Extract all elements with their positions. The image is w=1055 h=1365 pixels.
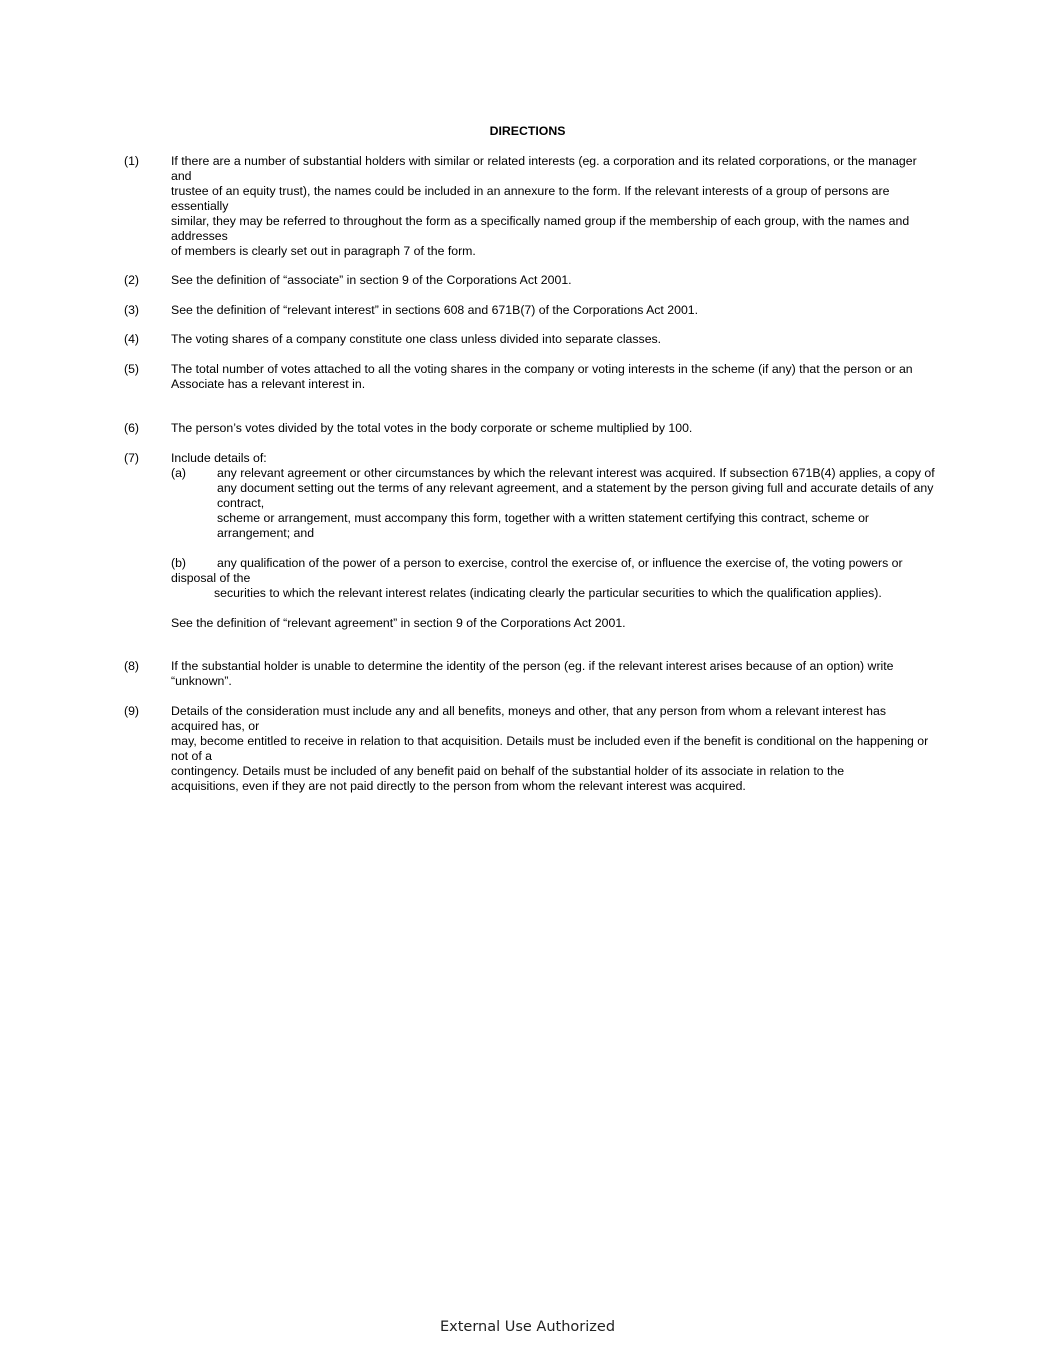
direction-item-7: [124, 451, 936, 631]
sub-item-text: any document setting out the terms of any relevant agreement, and a statement by the person giving full and accurate details of any contract,: [217, 481, 934, 510]
sub-item-text: any qualification of the power of a person to exercise, control the exercise of, or influence the exercise of, the voting powers or disposal of the: [171, 556, 903, 585]
item-text-line: similar, they may be referred to throughout the form as a specifically named group if the membership of each group, with the names and addresses: [171, 214, 910, 243]
item-text-line: acquisitions, even if they are not paid directly to the person from whom the relevant interest was acquired.: [171, 779, 746, 793]
direction-item-8: [124, 659, 936, 689]
sub-item-label: (a): [171, 466, 187, 480]
direction-item-3: [124, 303, 936, 318]
item-text-line: trustee of an equity trust), the names could be included in an annexure to the form. If the relevant interests of a group of persons are essentially: [171, 184, 890, 213]
item-text-line: of members is clearly set out in paragraph 7 of the form.: [171, 244, 476, 258]
sub-item-label: (b): [171, 556, 187, 570]
direction-item-4: [124, 332, 936, 347]
item-note: See the definition of “relevant agreement” in section 9 of the Corporations Act 2001.: [171, 616, 626, 630]
item-text-line: See the definition of “relevant interest” in sections 608 and 671B(7) of the Corporations Act 2001.: [171, 303, 699, 317]
sub-item-text: scheme or arrangement, must accompany this form, together with a written statement certifying this contract, scheme or arrangement; and: [217, 511, 870, 540]
item-number: (4): [124, 332, 140, 346]
item-text-line: Associate has a relevant interest in.: [171, 377, 366, 391]
sub-item-a: [171, 466, 936, 541]
item-text-line: may, become entitled to receive in relation to that acquisition. Details must be included even if the benefit is conditional on the happening or not of a: [171, 734, 929, 763]
item-text-line: If the substantial holder is unable to determine the identity of the person (eg. if the relevant interest arises because of an option) write “unknown”.: [171, 659, 894, 688]
direction-item-5: [124, 362, 936, 392]
item-number: (8): [124, 659, 140, 673]
direction-item-2: [124, 273, 936, 288]
item-number: (3): [124, 303, 140, 317]
item-intro: Include details of:: [171, 451, 267, 465]
item-text-line: If there are a number of substantial holders with similar or related interests (eg. a corporation and its related corporations, or the manager and: [171, 154, 917, 183]
direction-item-6: [124, 421, 936, 436]
sub-item-text: any relevant agreement or other circumstances by which the relevant interest was acquired. If subsection 671B(4) applies, a copy of: [217, 466, 935, 480]
footer-classification: External Use Authorized: [439, 1319, 616, 1335]
item-number: (9): [124, 704, 140, 718]
item-number: (2): [124, 273, 140, 287]
sub-item-text: securities to which the relevant interest relates (indicating clearly the particular securities to which the qualification applies).: [214, 586, 882, 600]
item-text-line: The total number of votes attached to all the voting shares in the company or voting interests in the scheme (if any) that the person or an: [171, 362, 913, 376]
item-text-line: See the definition of “associate” in section 9 of the Corporations Act 2001.: [171, 273, 572, 287]
item-number: (6): [124, 421, 140, 435]
page-title: DIRECTIONS: [489, 124, 566, 138]
item-text-line: The person’s votes divided by the total votes in the body corporate or scheme multiplied by 100.: [171, 421, 693, 435]
item-number: (5): [124, 362, 140, 376]
item-text-line: The voting shares of a company constitute one class unless divided into separate classes.: [171, 332, 662, 346]
item-number: (7): [124, 451, 140, 465]
sub-item-b: [171, 556, 936, 601]
item-text-line: Details of the consideration must include any and all benefits, moneys and other, that any person from whom a relevant interest has acquired has, or: [171, 704, 886, 733]
direction-item-1: [124, 154, 936, 259]
direction-item-9: [124, 704, 936, 794]
item-text-line: contingency. Details must be included of any benefit paid on behalf of the substantial holder of its associate in relation to the: [171, 764, 845, 778]
item-number: (1): [124, 154, 140, 168]
